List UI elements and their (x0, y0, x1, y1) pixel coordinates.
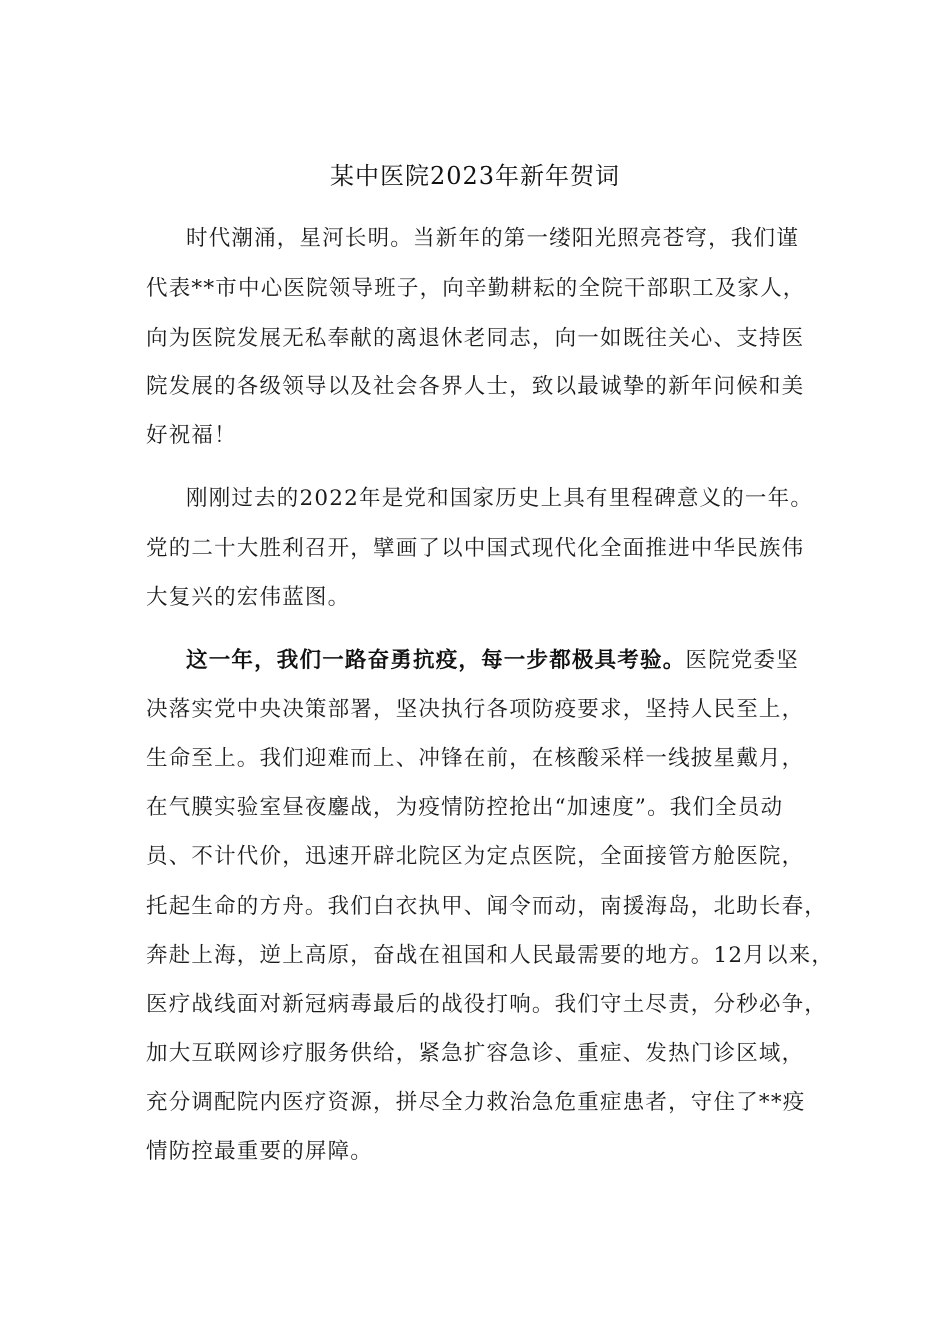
paragraph-3-line-1 (186, 645, 799, 677)
paragraph-1-line-3: 向为医院发展无私奉献的离退休老同志，向一如既往关心、支持医 (146, 326, 805, 351)
paragraph-3-lead-rest: 医院党委坚 (685, 648, 799, 673)
paragraph-3-line-8: 医疗战线面对新冠病毒最后的战役打响。我们守土尽责，分秒必争， (146, 992, 828, 1017)
paragraph-3-line-2: 决落实党中央决策部署，坚决执行各项防疫要求，坚持人民至上， (146, 697, 805, 722)
paragraph-3-line-6: 托起生命的方舟。我们白衣执甲、闻令而动，南援海岛，北助长春， (146, 894, 828, 919)
paragraph-3-line-3: 生命至上。我们迎难而上、冲锋在前，在核酸采样一线披星戴月， (146, 746, 805, 771)
paragraph-1-line-2: 代表**市中心医院领导班子，向辛勤耕耘的全院干部职工及家人， (146, 276, 806, 301)
paragraph-3-line-4: 在气膜实验室昼夜鏖战，为疫情防控抢出“加速度”。我们全员动 (146, 795, 784, 820)
paragraph-2-line-1: 刚刚过去的2022年是党和国家历史上具有里程碑意义的一年。 (186, 486, 814, 511)
paragraph-3-line-9: 加大互联网诊疗服务供给，紧急扩容急诊、重症、发热门诊区域， (146, 1041, 805, 1066)
paragraph-3-line-7: 奔赴上海，逆上高原，奋战在祖国和人民最需要的地方。12月以来， (146, 943, 835, 968)
paragraph-2-line-3: 大复兴的宏伟蓝图。 (146, 585, 351, 610)
paragraph-3-bold-lead: 这一年，我们一路奋勇抗疫，每一步都极具考验。 (186, 648, 686, 673)
document-title: 某中医院2023年新年贺词 (329, 162, 621, 190)
paragraph-1-line-4: 院发展的各级领导以及社会各界人士，致以最诚挚的新年问候和美 (146, 374, 805, 399)
paragraph-2-line-2: 党的二十大胜利召开，擘画了以中国式现代化全面推进中华民族伟 (146, 536, 805, 561)
paragraph-3-line-10: 充分调配院内医疗资源，拼尽全力救治急危重症患者，守住了**疫 (146, 1090, 806, 1115)
paragraph-3-line-5: 员、不计代价，迅速开辟北院区为定点医院，全面接管方舱医院， (146, 844, 805, 869)
paragraph-1-line-1: 时代潮涌，星河长明。当新年的第一缕阳光照亮苍穹，我们谨 (186, 226, 799, 251)
paragraph-3-line-11: 情防控最重要的屏障。 (146, 1139, 374, 1164)
paragraph-1-line-5: 好祝福！ (146, 423, 237, 448)
